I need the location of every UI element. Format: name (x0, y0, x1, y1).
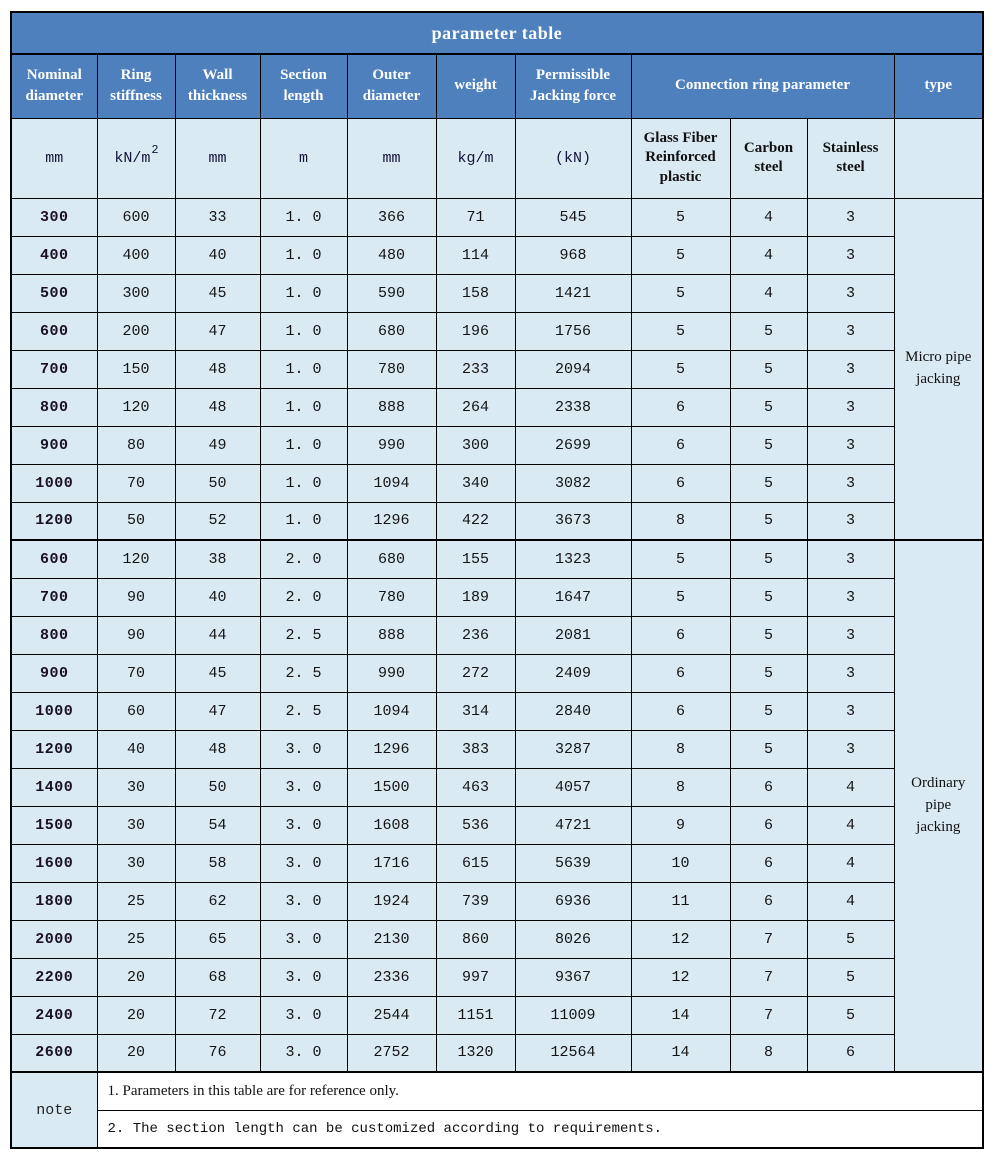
data-cell: 6 (631, 616, 730, 654)
unit-ring-stiffness-exponent: 2 (151, 142, 159, 157)
data-cell: 3. 0 (260, 1034, 347, 1072)
header-wall-thickness: Wall thickness (175, 54, 260, 118)
data-cell: 600 (97, 198, 175, 236)
unit-wall-thickness: mm (175, 118, 260, 198)
data-cell: 1608 (347, 806, 436, 844)
data-cell: 1323 (515, 540, 631, 578)
data-cell: 45 (175, 274, 260, 312)
data-cell: 1. 0 (260, 350, 347, 388)
data-cell: 49 (175, 426, 260, 464)
data-cell: 1716 (347, 844, 436, 882)
note-item-2: 2. The section length can be customized according to requirements. (97, 1110, 983, 1148)
data-cell: 5 (730, 692, 807, 730)
data-cell: 80 (97, 426, 175, 464)
data-cell: 2840 (515, 692, 631, 730)
data-cell: 5 (730, 388, 807, 426)
data-cell: 739 (436, 882, 515, 920)
nominal-diameter-cell: 600 (11, 540, 97, 578)
data-cell: 70 (97, 464, 175, 502)
data-cell: 3287 (515, 730, 631, 768)
nominal-diameter-cell: 1600 (11, 844, 97, 882)
type-column-empty-cell (894, 118, 983, 198)
data-cell: 1151 (436, 996, 515, 1034)
unit-ring-stiffness-base: kN/m (114, 149, 151, 167)
data-cell: 4 (730, 236, 807, 274)
data-cell: 2. 5 (260, 692, 347, 730)
table-row (11, 882, 983, 920)
data-cell: 3. 0 (260, 806, 347, 844)
data-cell: 4 (807, 806, 894, 844)
subheader-carbon-steel: Carbon steel (730, 118, 807, 198)
data-cell: 3. 0 (260, 768, 347, 806)
nominal-diameter-cell: 1800 (11, 882, 97, 920)
data-cell: 6 (631, 464, 730, 502)
nominal-diameter-cell: 600 (11, 312, 97, 350)
units-row (11, 118, 983, 198)
table-row (11, 502, 983, 540)
data-cell: 3 (807, 540, 894, 578)
data-cell: 3 (807, 616, 894, 654)
nominal-diameter-cell: 500 (11, 274, 97, 312)
unit-weight: kg/m (436, 118, 515, 198)
data-cell: 1756 (515, 312, 631, 350)
data-cell: 3. 0 (260, 920, 347, 958)
nominal-diameter-cell: 800 (11, 616, 97, 654)
nominal-diameter-cell: 2200 (11, 958, 97, 996)
data-cell: 400 (97, 236, 175, 274)
data-cell: 4 (730, 274, 807, 312)
data-cell: 72 (175, 996, 260, 1034)
data-cell: 9367 (515, 958, 631, 996)
data-cell: 1500 (347, 768, 436, 806)
data-cell: 14 (631, 996, 730, 1034)
data-cell: 997 (436, 958, 515, 996)
nominal-diameter-cell: 400 (11, 236, 97, 274)
data-cell: 2544 (347, 996, 436, 1034)
data-cell: 12564 (515, 1034, 631, 1072)
table-row (11, 312, 983, 350)
table-row (11, 426, 983, 464)
data-cell: 5 (730, 540, 807, 578)
header-connection-ring-group: Connection ring parameter (631, 54, 894, 118)
data-cell: 3 (807, 426, 894, 464)
data-cell: 4721 (515, 806, 631, 844)
data-cell: 990 (347, 654, 436, 692)
header-nominal-diameter: Nominal diameter (11, 54, 97, 118)
data-cell: 2. 0 (260, 540, 347, 578)
table-row (11, 844, 983, 882)
data-cell: 47 (175, 312, 260, 350)
data-cell: 3. 0 (260, 730, 347, 768)
data-cell: 45 (175, 654, 260, 692)
data-cell: 5639 (515, 844, 631, 882)
data-cell: 3 (807, 312, 894, 350)
header-section-length: Section length (260, 54, 347, 118)
table-row (11, 616, 983, 654)
data-cell: 1647 (515, 578, 631, 616)
header-type: type (894, 54, 983, 118)
table-row (11, 920, 983, 958)
data-cell: 70 (97, 654, 175, 692)
data-cell: 3082 (515, 464, 631, 502)
data-cell: 48 (175, 350, 260, 388)
data-cell: 780 (347, 578, 436, 616)
data-cell: 680 (347, 540, 436, 578)
data-cell: 155 (436, 540, 515, 578)
data-cell: 340 (436, 464, 515, 502)
data-cell: 3 (807, 274, 894, 312)
nominal-diameter-cell: 2000 (11, 920, 97, 958)
data-cell: 1. 0 (260, 236, 347, 274)
table-title: parameter table (11, 12, 983, 54)
nominal-diameter-cell: 1400 (11, 768, 97, 806)
data-cell: 3 (807, 464, 894, 502)
data-cell: 6 (730, 882, 807, 920)
data-cell: 8 (631, 502, 730, 540)
data-cell: 300 (97, 274, 175, 312)
data-cell: 1. 0 (260, 426, 347, 464)
data-cell: 200 (97, 312, 175, 350)
data-cell: 463 (436, 768, 515, 806)
data-cell: 1296 (347, 502, 436, 540)
data-cell: 40 (97, 730, 175, 768)
header-outer-diameter: Outer diameter (347, 54, 436, 118)
data-cell: 990 (347, 426, 436, 464)
table-row (11, 578, 983, 616)
data-cell: 5 (631, 236, 730, 274)
data-cell: 33 (175, 198, 260, 236)
data-cell: 20 (97, 996, 175, 1034)
data-cell: 1296 (347, 730, 436, 768)
data-cell: 3 (807, 502, 894, 540)
data-cell: 114 (436, 236, 515, 274)
data-cell: 383 (436, 730, 515, 768)
data-cell: 590 (347, 274, 436, 312)
data-cell: 968 (515, 236, 631, 274)
data-cell: 1. 0 (260, 274, 347, 312)
data-cell: 860 (436, 920, 515, 958)
data-cell: 366 (347, 198, 436, 236)
data-cell: 6 (807, 1034, 894, 1072)
data-cell: 6 (631, 388, 730, 426)
data-cell: 480 (347, 236, 436, 274)
data-cell: 62 (175, 882, 260, 920)
data-cell: 60 (97, 692, 175, 730)
data-cell: 3. 0 (260, 844, 347, 882)
data-cell: 2. 5 (260, 654, 347, 692)
note-item-1: 1. Parameters in this table are for reference only. (97, 1072, 983, 1110)
table-row (11, 958, 983, 996)
data-cell: 1094 (347, 692, 436, 730)
data-cell: 1924 (347, 882, 436, 920)
nominal-diameter-cell: 2600 (11, 1034, 97, 1072)
data-cell: 272 (436, 654, 515, 692)
data-rows (11, 198, 983, 1072)
data-cell: 2130 (347, 920, 436, 958)
table-row (11, 806, 983, 844)
data-cell: 54 (175, 806, 260, 844)
data-cell: 30 (97, 768, 175, 806)
table-row (11, 464, 983, 502)
data-cell: 50 (175, 768, 260, 806)
parameter-table-container (10, 11, 984, 1149)
data-cell: 120 (97, 540, 175, 578)
note-label: note (11, 1072, 97, 1148)
data-cell: 11009 (515, 996, 631, 1034)
data-cell: 1094 (347, 464, 436, 502)
data-cell: 780 (347, 350, 436, 388)
header-weight: weight (436, 54, 515, 118)
data-cell: 5 (730, 654, 807, 692)
data-cell: 40 (175, 236, 260, 274)
data-cell: 47 (175, 692, 260, 730)
subheader-glass-fiber: Glass Fiber Reinforced plastic (631, 118, 730, 198)
table-row (11, 236, 983, 274)
data-cell: 3 (807, 388, 894, 426)
nominal-diameter-cell: 1000 (11, 692, 97, 730)
data-cell: 536 (436, 806, 515, 844)
data-cell: 1. 0 (260, 464, 347, 502)
data-cell: 1. 0 (260, 198, 347, 236)
data-cell: 150 (97, 350, 175, 388)
data-cell: 3 (807, 350, 894, 388)
data-cell: 30 (97, 806, 175, 844)
data-cell: 76 (175, 1034, 260, 1072)
unit-outer-diameter: mm (347, 118, 436, 198)
table-row (11, 1034, 983, 1072)
data-cell: 3 (807, 654, 894, 692)
nominal-diameter-cell: 1000 (11, 464, 97, 502)
data-cell: 40 (175, 578, 260, 616)
data-cell: 5 (730, 578, 807, 616)
parameter-table (10, 11, 984, 1149)
data-cell: 5 (730, 616, 807, 654)
data-cell: 3 (807, 578, 894, 616)
nominal-diameter-cell: 300 (11, 198, 97, 236)
data-cell: 3 (807, 730, 894, 768)
data-cell: 11 (631, 882, 730, 920)
data-cell: 196 (436, 312, 515, 350)
data-cell: 90 (97, 578, 175, 616)
unit-nominal-diameter: mm (11, 118, 97, 198)
data-cell: 25 (97, 920, 175, 958)
data-cell: 236 (436, 616, 515, 654)
data-cell: 5 (631, 198, 730, 236)
table-row (11, 350, 983, 388)
data-cell: 25 (97, 882, 175, 920)
data-cell: 48 (175, 388, 260, 426)
data-cell: 68 (175, 958, 260, 996)
unit-ring-stiffness (97, 118, 175, 198)
type-cell: Micro pipe jacking (894, 198, 983, 540)
data-cell: 6 (730, 806, 807, 844)
type-cell: Ordinary pipe jacking (894, 540, 983, 1072)
table-row (11, 540, 983, 578)
nominal-diameter-cell: 700 (11, 350, 97, 388)
nominal-diameter-cell: 900 (11, 654, 97, 692)
nominal-diameter-cell: 800 (11, 388, 97, 426)
header-row (11, 54, 983, 118)
table-title-row (11, 12, 983, 54)
data-cell: 300 (436, 426, 515, 464)
data-cell: 3. 0 (260, 996, 347, 1034)
data-cell: 6 (730, 768, 807, 806)
data-cell: 3 (807, 692, 894, 730)
unit-section-length: m (260, 118, 347, 198)
data-cell: 5 (631, 578, 730, 616)
table-row (11, 768, 983, 806)
data-cell: 545 (515, 198, 631, 236)
data-cell: 5 (730, 730, 807, 768)
data-cell: 2. 0 (260, 578, 347, 616)
data-cell: 1. 0 (260, 502, 347, 540)
data-cell: 5 (631, 274, 730, 312)
nominal-diameter-cell: 700 (11, 578, 97, 616)
data-cell: 2409 (515, 654, 631, 692)
data-cell: 12 (631, 920, 730, 958)
table-row (11, 274, 983, 312)
data-cell: 158 (436, 274, 515, 312)
nominal-diameter-cell: 1500 (11, 806, 97, 844)
data-cell: 2338 (515, 388, 631, 426)
data-cell: 4 (807, 844, 894, 882)
data-cell: 3. 0 (260, 882, 347, 920)
table-row (11, 654, 983, 692)
data-cell: 44 (175, 616, 260, 654)
table-row (11, 388, 983, 426)
data-cell: 20 (97, 958, 175, 996)
data-cell: 90 (97, 616, 175, 654)
data-cell: 4057 (515, 768, 631, 806)
table-row (11, 730, 983, 768)
data-cell: 6 (730, 844, 807, 882)
nominal-diameter-cell: 1200 (11, 730, 97, 768)
data-cell: 8 (730, 1034, 807, 1072)
data-cell: 38 (175, 540, 260, 578)
data-cell: 5 (631, 312, 730, 350)
data-cell: 5 (730, 464, 807, 502)
data-cell: 1320 (436, 1034, 515, 1072)
data-cell: 5 (730, 426, 807, 464)
data-cell: 314 (436, 692, 515, 730)
data-cell: 120 (97, 388, 175, 426)
header-jacking-force: Permissible Jacking force (515, 54, 631, 118)
data-cell: 5 (730, 312, 807, 350)
data-cell: 1421 (515, 274, 631, 312)
data-cell: 1. 0 (260, 388, 347, 426)
data-cell: 3 (807, 236, 894, 274)
data-cell: 14 (631, 1034, 730, 1072)
data-cell: 5 (807, 958, 894, 996)
data-cell: 50 (175, 464, 260, 502)
data-cell: 888 (347, 388, 436, 426)
header-ring-stiffness: Ring stiffness (97, 54, 175, 118)
table-row (11, 692, 983, 730)
data-cell: 3 (807, 198, 894, 236)
data-cell: 52 (175, 502, 260, 540)
data-cell: 2699 (515, 426, 631, 464)
data-cell: 50 (97, 502, 175, 540)
data-cell: 680 (347, 312, 436, 350)
data-cell: 233 (436, 350, 515, 388)
data-cell: 58 (175, 844, 260, 882)
data-cell: 7 (730, 996, 807, 1034)
data-cell: 9 (631, 806, 730, 844)
data-cell: 4 (807, 768, 894, 806)
note-row-1 (11, 1072, 983, 1110)
data-cell: 1. 0 (260, 312, 347, 350)
data-cell: 5 (730, 350, 807, 388)
data-cell: 7 (730, 958, 807, 996)
note-row-2 (11, 1110, 983, 1148)
subheader-stainless-steel: Stainless steel (807, 118, 894, 198)
data-cell: 5 (730, 502, 807, 540)
data-cell: 615 (436, 844, 515, 882)
data-cell: 6 (631, 654, 730, 692)
data-cell: 4 (807, 882, 894, 920)
data-cell: 6 (631, 692, 730, 730)
data-cell: 48 (175, 730, 260, 768)
data-cell: 2752 (347, 1034, 436, 1072)
nominal-diameter-cell: 2400 (11, 996, 97, 1034)
data-cell: 20 (97, 1034, 175, 1072)
data-cell: 189 (436, 578, 515, 616)
data-cell: 6 (631, 426, 730, 464)
unit-jacking-force: (kN) (515, 118, 631, 198)
data-cell: 422 (436, 502, 515, 540)
data-cell: 71 (436, 198, 515, 236)
data-cell: 10 (631, 844, 730, 882)
data-cell: 5 (631, 350, 730, 388)
data-cell: 5 (631, 540, 730, 578)
data-cell: 5 (807, 920, 894, 958)
data-cell: 2336 (347, 958, 436, 996)
data-cell: 264 (436, 388, 515, 426)
table-row (11, 198, 983, 236)
data-cell: 3. 0 (260, 958, 347, 996)
data-cell: 8 (631, 730, 730, 768)
data-cell: 30 (97, 844, 175, 882)
data-cell: 2. 5 (260, 616, 347, 654)
data-cell: 12 (631, 958, 730, 996)
data-cell: 2094 (515, 350, 631, 388)
data-cell: 888 (347, 616, 436, 654)
data-cell: 8 (631, 768, 730, 806)
data-cell: 8026 (515, 920, 631, 958)
data-cell: 4 (730, 198, 807, 236)
data-cell: 2081 (515, 616, 631, 654)
data-cell: 7 (730, 920, 807, 958)
nominal-diameter-cell: 900 (11, 426, 97, 464)
table-row (11, 996, 983, 1034)
data-cell: 5 (807, 996, 894, 1034)
data-cell: 6936 (515, 882, 631, 920)
nominal-diameter-cell: 1200 (11, 502, 97, 540)
data-cell: 65 (175, 920, 260, 958)
data-cell: 3673 (515, 502, 631, 540)
